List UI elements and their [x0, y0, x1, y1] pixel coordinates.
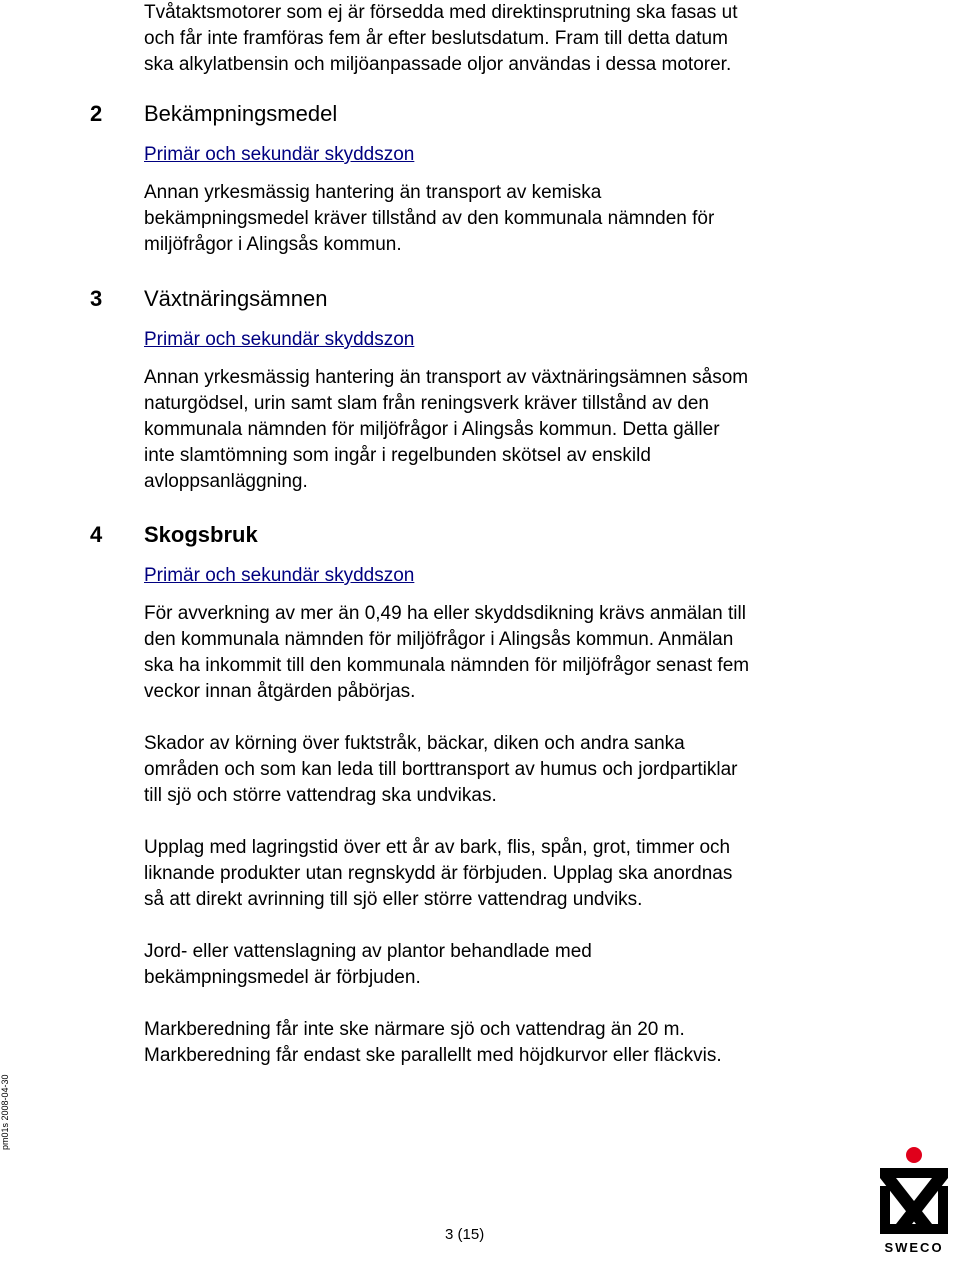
intro-line: och får inte framföras fem år efter beslutsdatum. Fram till detta datum [144, 28, 728, 49]
template-stamp: pm01s 2008-04-30 [0, 1074, 10, 1150]
paragraph-line: Markberedning får endast ske parallellt med höjdkurvor eller fläckvis. [144, 1045, 722, 1066]
paragraph-line: bekämpningsmedel är förbjuden. [144, 967, 421, 988]
section-paragraph [144, 180, 944, 258]
paragraph-line: inte slamtömning som ingår i regelbunden skötsel av enskild [144, 445, 651, 466]
section-title: Skogsbruk [144, 522, 258, 547]
section-number: 3 [90, 286, 103, 311]
paragraph-line: liknande produkter utan regnskydd är förbjuden. Upplag ska anordnas [144, 863, 733, 884]
section-paragraph [144, 731, 944, 809]
paragraph-line: veckor innan åtgärden påbörjas. [144, 681, 416, 702]
paragraph-line: Jord- eller vattenslagning av plantor behandlade med [144, 941, 592, 962]
section-number: 2 [90, 101, 103, 126]
paragraph-line: så att direkt avrinning till sjö eller större vattendrag undviks. [144, 889, 643, 910]
paragraph-line: bekämpningsmedel kräver tillstånd av den kommunala nämnden för [144, 208, 715, 229]
intro-line: Tvåtaktsmotorer som ej är försedda med direktinsprutning ska fasas ut [144, 2, 738, 23]
paragraph-line: Annan yrkesmässig hantering än transport av växtnäringsämnen såsom [144, 367, 749, 388]
sweco-logo [874, 1146, 954, 1256]
paragraph-line: miljöfrågor i Alingsås kommun. [144, 234, 402, 255]
section-subheading: Primär och sekundär skyddszon [144, 144, 415, 165]
logo-text: SWECO [884, 1240, 944, 1255]
paragraph-line: Upplag med lagringstid över ett år av bark, flis, spån, grot, timmer och [144, 837, 731, 858]
section-bekampningsmedel [144, 99, 944, 129]
paragraph-line: ska ha inkommit till den kommunala nämnden för miljöfrågor senast fem [144, 655, 750, 676]
section-title: Växtnäringsämnen [144, 286, 328, 311]
section-paragraph [144, 365, 944, 495]
paragraph-line: den kommunala nämnden för miljöfrågor i Alingsås kommun. Anmälan [144, 629, 734, 650]
logo-dot [906, 1147, 922, 1163]
section-paragraph [144, 1017, 944, 1069]
paragraph-line: områden och som kan leda till borttransport av humus och jordpartiklar [144, 759, 738, 780]
section-subhead-wrap [144, 563, 944, 589]
section-paragraph [144, 601, 944, 705]
section-vaxtnaringsamnen [144, 284, 944, 314]
page-number: 3 (15) [445, 1226, 485, 1243]
paragraph-line: till sjö och större vattendrag ska undvikas. [144, 785, 497, 806]
section-subhead-wrap [144, 327, 944, 353]
paragraph-line: Skador av körning över fuktstråk, bäckar, diken och andra sanka [144, 733, 685, 754]
paragraph-line: Markberedning får inte ske närmare sjö och vattendrag än 20 m. [144, 1019, 685, 1040]
section-subhead-wrap [144, 142, 944, 168]
section-title: Bekämpningsmedel [144, 101, 338, 126]
paragraph-line: Annan yrkesmässig hantering än transport av kemiska [144, 182, 602, 203]
section-number: 4 [90, 522, 103, 547]
paragraph-line: För avverkning av mer än 0,49 ha eller skyddsdikning krävs anmälan till [144, 603, 746, 624]
section-skogsbruk [144, 520, 944, 550]
paragraph-line: kommunala nämnden för miljöfrågor i Alingsås kommun. Detta gäller [144, 419, 720, 440]
paragraph-line: avloppsanläggning. [144, 471, 308, 492]
section-paragraph [144, 939, 944, 991]
paragraph-line: naturgödsel, urin samt slam från reningsverk kräver tillstånd av den [144, 393, 709, 414]
section-paragraph [144, 835, 944, 913]
section-subheading: Primär och sekundär skyddszon [144, 329, 415, 350]
section-subheading: Primär och sekundär skyddszon [144, 565, 415, 586]
sweco-logo-icon [874, 1146, 954, 1256]
intro-paragraph [144, 0, 944, 78]
intro-line: ska alkylatbensin och miljöanpassade oljor användas i dessa motorer. [144, 54, 732, 75]
